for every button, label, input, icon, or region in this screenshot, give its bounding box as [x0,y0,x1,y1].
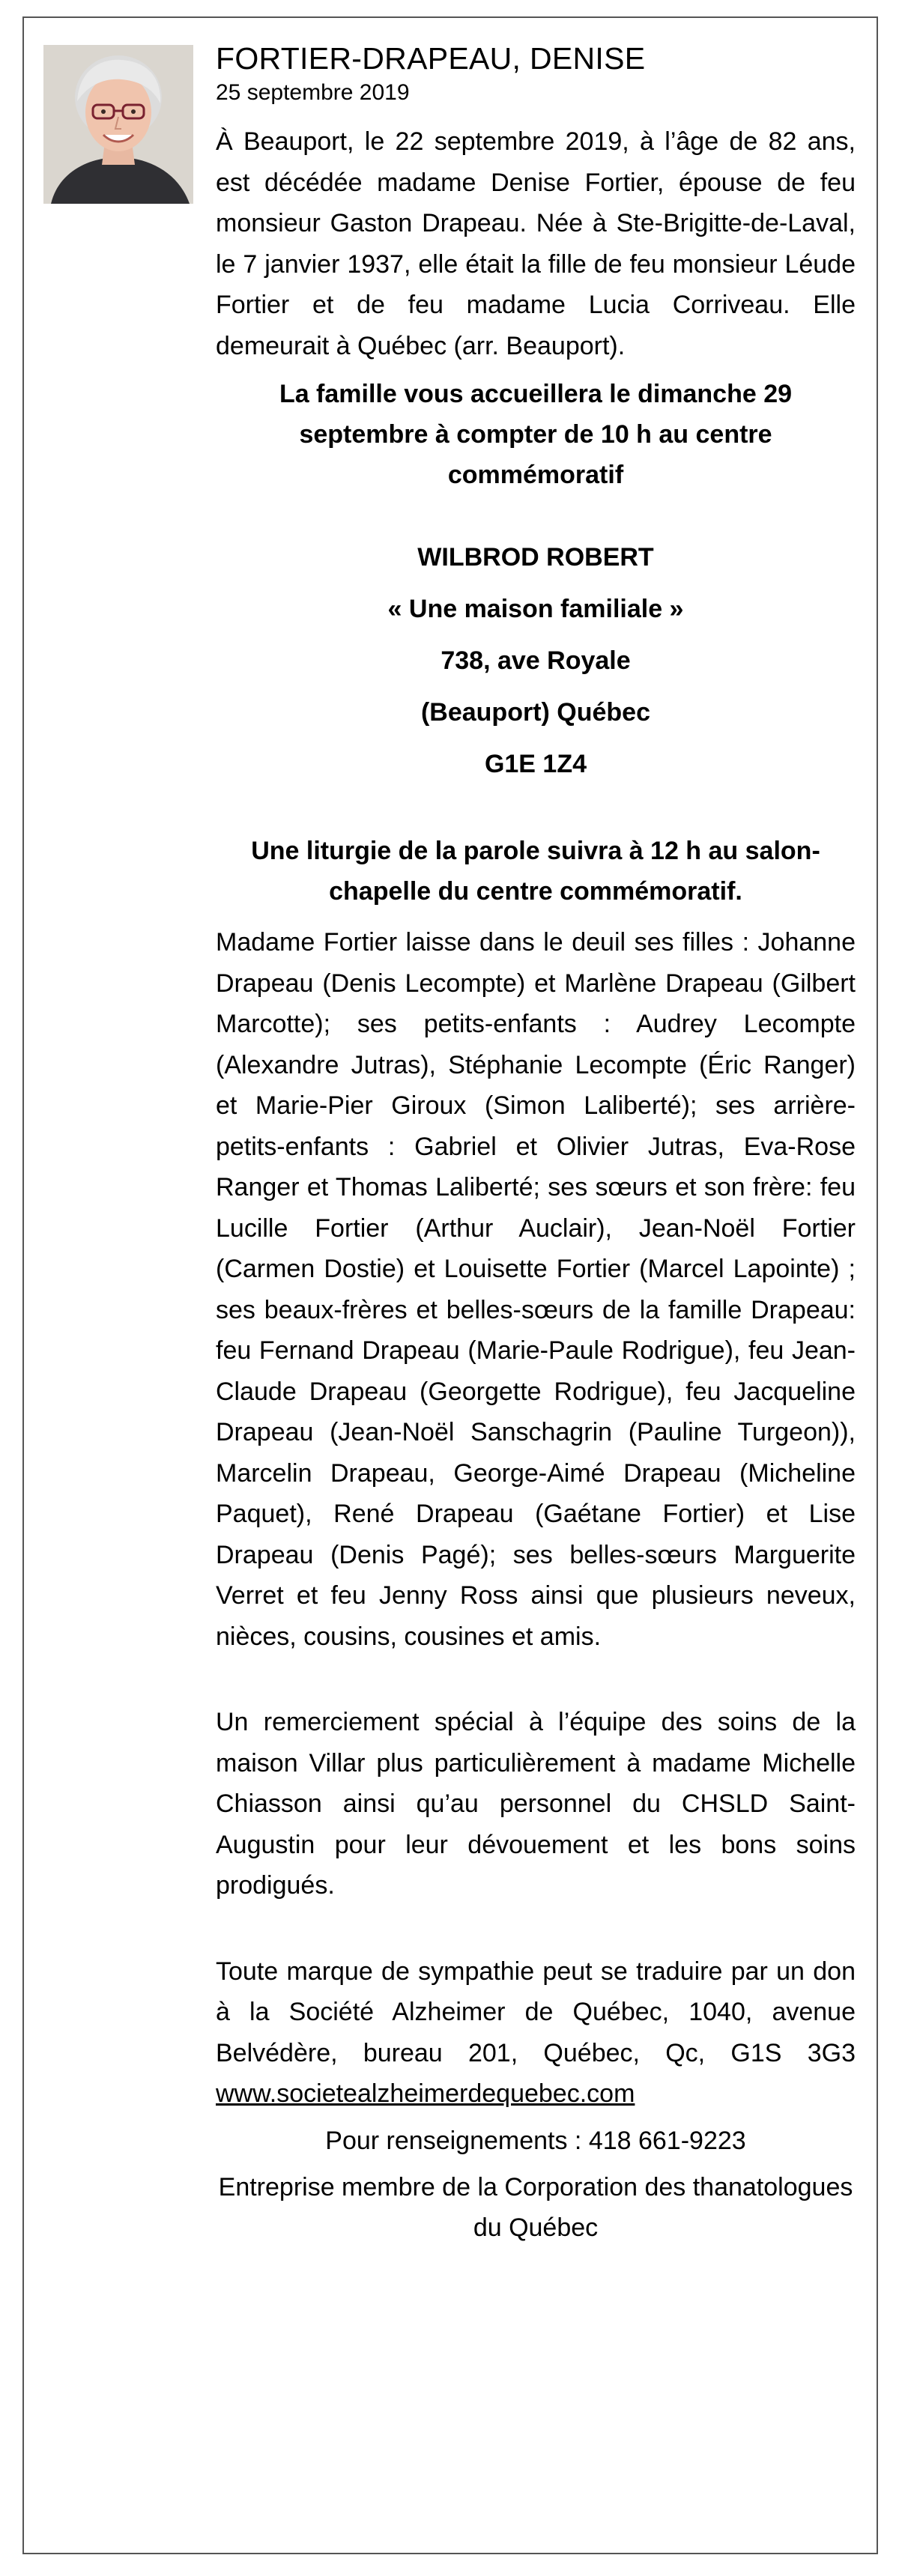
donation-link[interactable]: www.societealzheimerdequebec.com [216,2079,635,2108]
survivors-paragraph: Madame Fortier laisse dans le deuil ses filles : Johanne Drapeau (Denis Lecompte) et Marlène Drapeau (Gilbert Marcotte); ses petits-enfants : Audrey Lecompte (Alexandre Jutras), Stéphanie Lecompte (Éric Ranger) et Marie-Pier Giroux (Simon Laliberté); ses arrière-petits-enfants : Gabriel et Olivier Jutras, Eva-Rose Ranger et Thomas Laliberté; ses sœurs et son frère: feu Lucille Fortier (Arthur Auclair), Jean-Noël Fortier (Carmen Dostie) et Louisette Fortier (Marcel Lapointe) ; ses beaux-frères et belles-sœurs de la famille Drapeau: feu Fernand Drapeau (Marie-Paule Rodrigue), feu Jean-Claude Drapeau (Georgette Rodrigue), feu Jacqueline Drapeau (Jean-Noël Sanschagrin (Pauline Turgeon)), Marcelin Drapeau, George-Aimé Drapeau (Micheline Paquet), René Drapeau (Gaétane Fortier) et Lise Drapeau (Denis Pagé); ses belles-sœurs Marguerite Verret et feu Jenny Ross ainsi que plusieurs neveux, nièces, cousins, cousines et amis. [216,928,856,1651]
footer-note: Entreprise membre de la Corporation des thanatologues du Québec [218,2172,853,2242]
liturgy-notice: Une liturgie de la parole suivra à 12 h au salon-chapelle du centre commémoratif. [251,837,820,906]
thanks-paragraph: Un remerciement spécial à l’équipe des soins de la maison Villar plus particulièrement à madame Michelle Chiasson ainsi qu’au personnel du CHSLD Saint-Augustin pour leur dévouement et les bons soins prodigués. [216,1708,856,1900]
funeral-home-city: (Beauport) Québec [420,698,651,727]
donation-paragraph [216,1951,856,2115]
intro-paragraph: À Beauport, le 22 septembre 2019, à l’âge de 82 ans, est décédée madame Denise Fortier, épouse de feu monsieur Gaston Drapeau. Née à Ste-Brigitte-de-Laval, le 7 janvier 1937, elle était la fille de feu monsieur Léude Fortier et de feu madame Lucia Corriveau. Elle demeurait à Québec (arr. Beauport). [216,127,856,360]
obituary-content [216,37,856,2248]
publication-date: 25 septembre 2019 [216,80,410,105]
portrait-photo [43,45,193,204]
funeral-home-name: WILBROD ROBERT [417,543,654,572]
donation-text: Toute marque de sympathie peut se traduire par un don à la Société Alzheimer de Québec, 1040, avenue Belvédère, bureau 201, Québec, Qc, G1S 3G3 [216,1957,856,2067]
funeral-home-postal: G1E 1Z4 [484,750,587,778]
deceased-name: FORTIER-DRAPEAU, DENISE [216,41,646,76]
funeral-home-tagline: « Une maison familiale » [387,595,684,623]
visitation-notice: La famille vous accueillera le dimanche 29 septembre à compter de 10 h au centre commémoratif [279,380,793,489]
funeral-home-street: 738, ave Royale [441,646,631,675]
info-line: Pour renseignements : 418 661-9223 [325,2126,746,2155]
